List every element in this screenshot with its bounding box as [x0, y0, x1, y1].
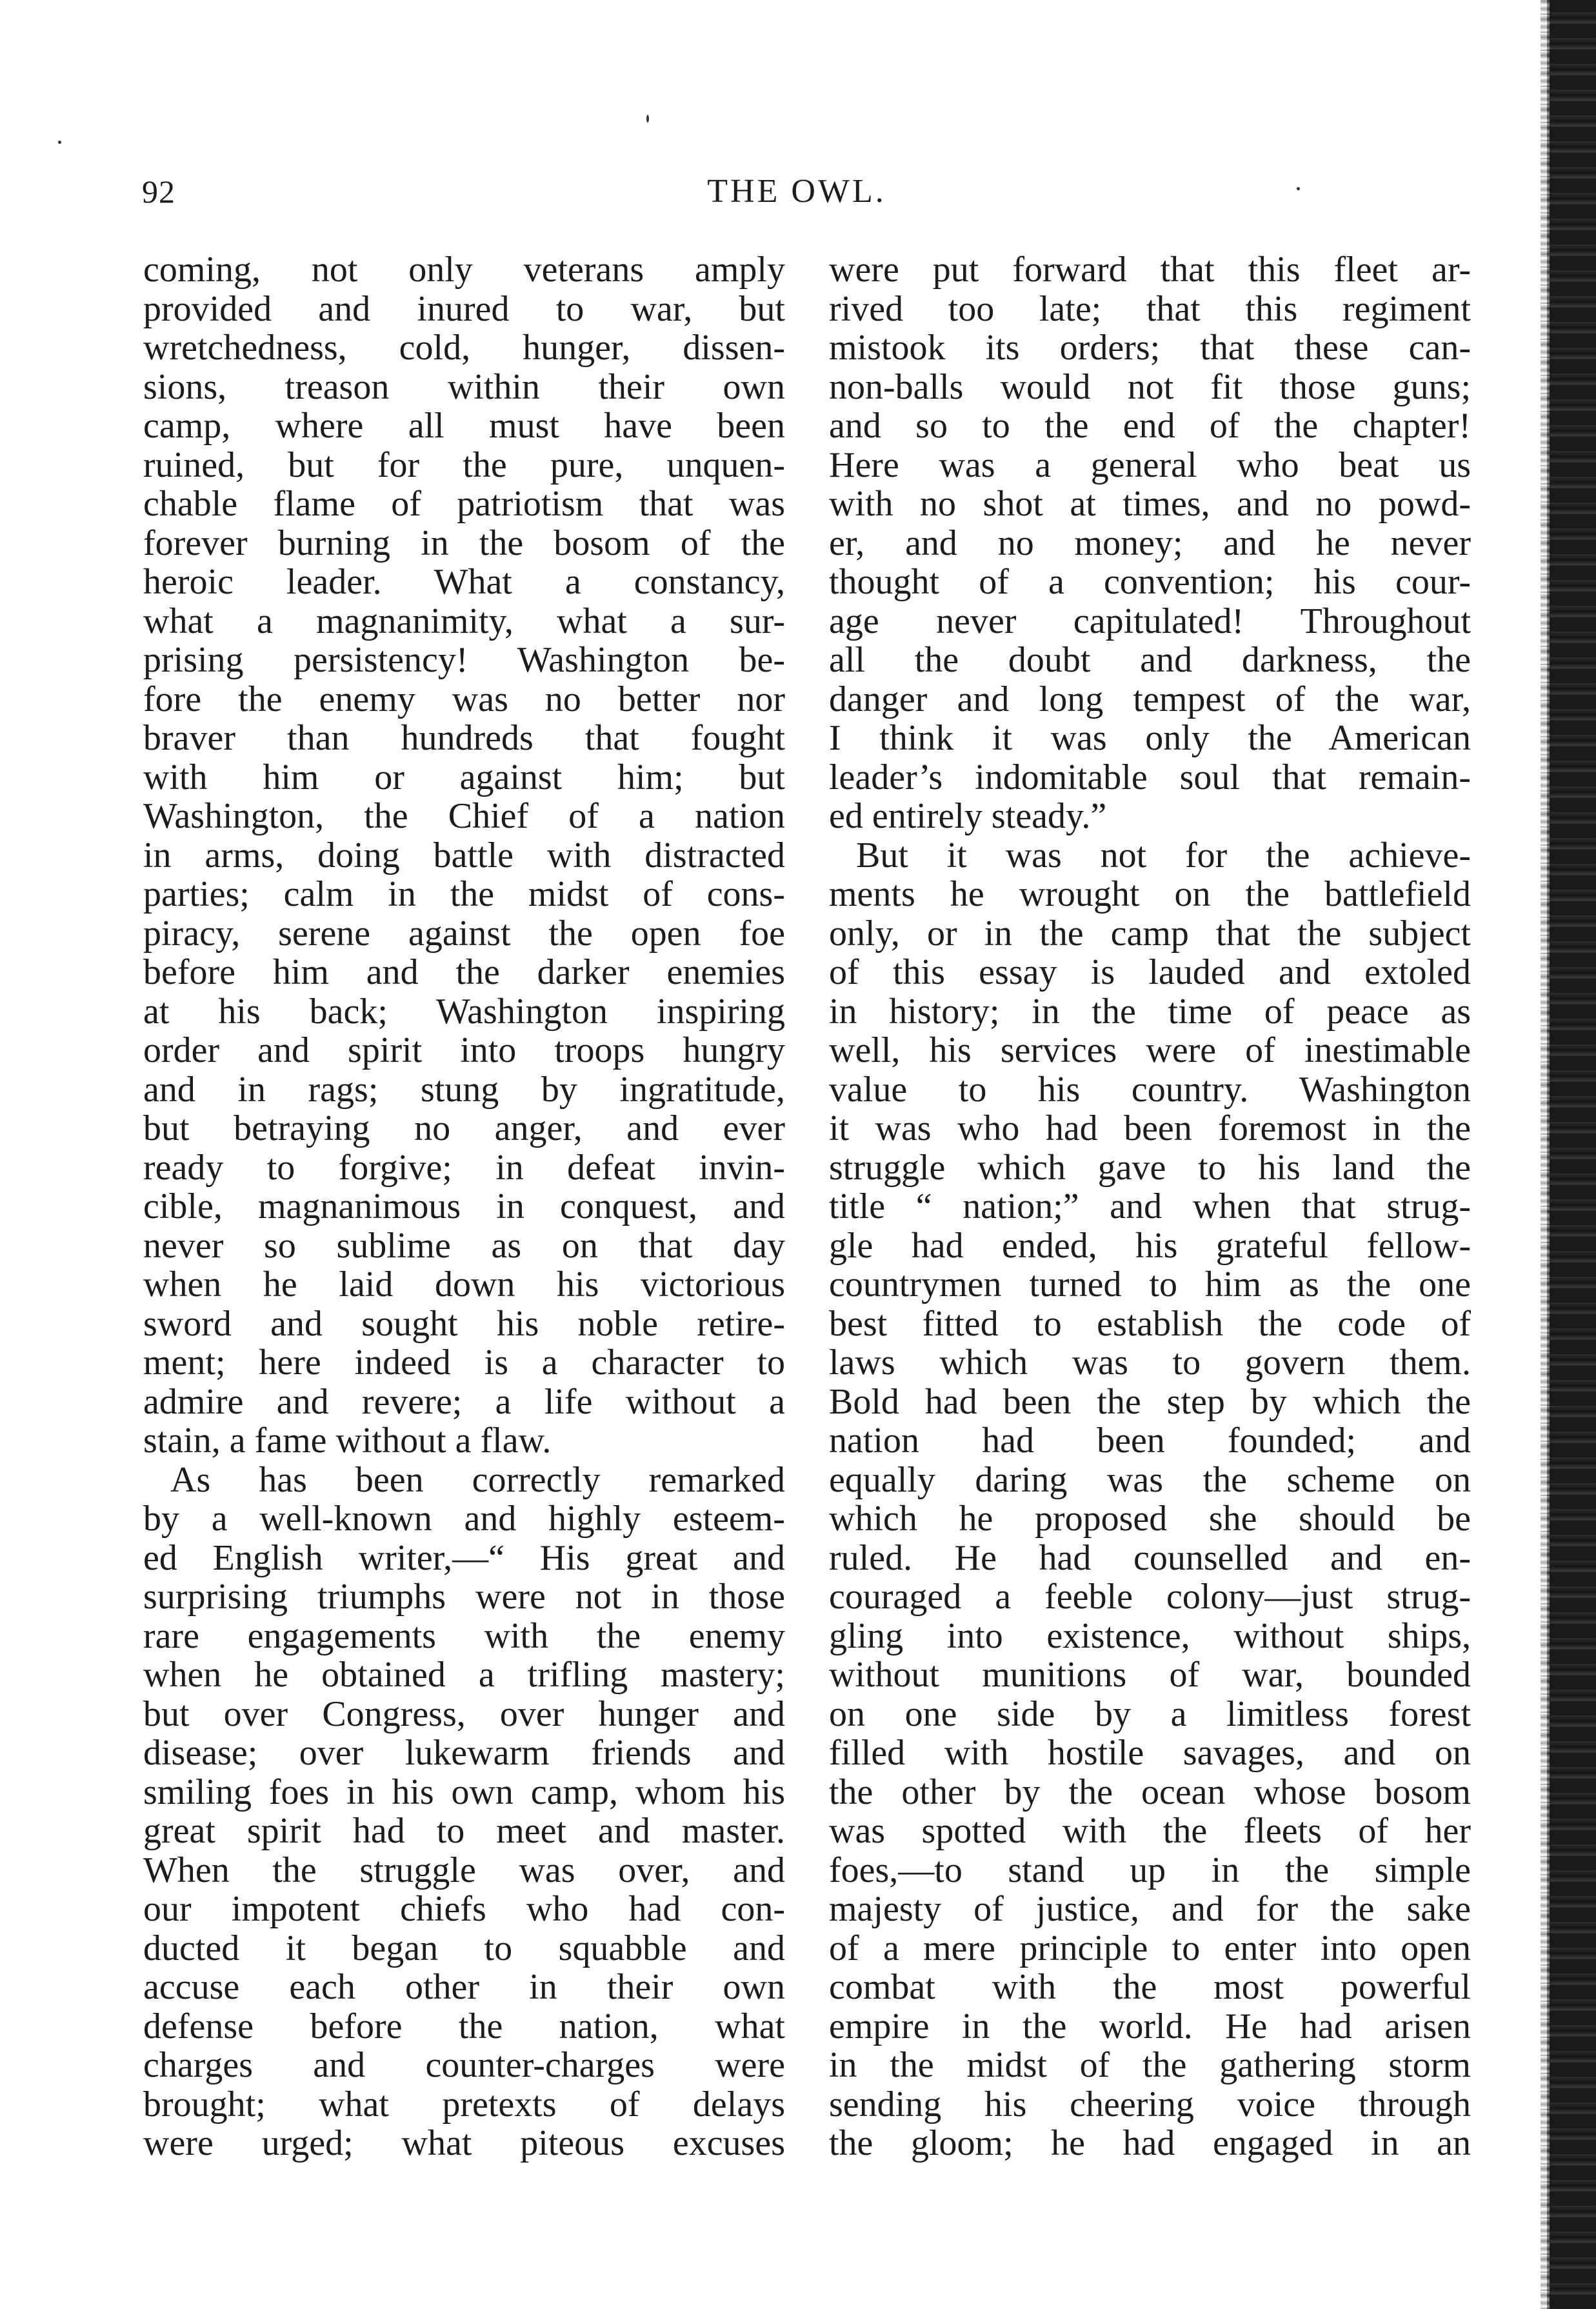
text-line: heroic leader. What a constancy,: [143, 563, 785, 602]
text-line: countrymen turned to him as the one: [829, 1265, 1471, 1304]
text-line: wretchedness, cold, hunger, dissen-: [143, 328, 785, 368]
text-line: accuse each other in their own: [143, 1968, 785, 2007]
text-line: were put forward that this fleet ar-: [829, 250, 1471, 290]
text-line: mistook its orders; that these can-: [829, 328, 1471, 368]
text-line: empire in the world. He had arisen: [829, 2006, 1471, 2046]
text-line: parties; calm in the midst of cons-: [143, 875, 785, 914]
text-line: sword and sought his noble retire-: [143, 1304, 785, 1343]
running-head: [142, 169, 1451, 214]
text-line: only, or in the camp that the subject: [829, 914, 1471, 953]
text-line: our impotent chiefs who had con-: [143, 1890, 785, 1929]
text-line: non-balls would not fit those guns;: [829, 367, 1471, 406]
right-text-column: [829, 250, 1471, 2163]
text-line: order and spirit into troops hungry: [143, 1031, 785, 1070]
left-text-column: [143, 250, 785, 2163]
text-line: couraged a feeble colony—just strug-: [829, 1577, 1471, 1617]
text-line: ed entirely steady.”: [829, 796, 1107, 836]
text-line: and in rags; stung by ingratitude,: [143, 1070, 785, 1109]
text-line: but betraying no anger, and ever: [143, 1109, 785, 1148]
text-line: When the struggle was over, and: [143, 1850, 785, 1890]
text-line: by a well-known and highly esteem-: [143, 1499, 785, 1539]
page-edge-shadow: [1547, 0, 1596, 2309]
text-line: danger and long tempest of the war,: [829, 679, 1471, 719]
text-line: sions, treason within their own: [143, 367, 785, 406]
text-line: ruled. He had counselled and en-: [829, 1538, 1471, 1577]
text-line: title “ nation;” and when that strug-: [829, 1187, 1471, 1226]
text-line: Washington, the Chief of a nation: [143, 797, 785, 836]
text-line: charges and counter-charges were: [143, 2046, 785, 2085]
text-line: it was who had been foremost in the: [829, 1109, 1471, 1148]
text-line: As has been correctly remarked: [170, 1460, 785, 1499]
text-line: well, his services were of inestimable: [829, 1031, 1471, 1070]
text-line: I think it was only the American: [829, 719, 1471, 758]
text-line: before him and the darker enemies: [143, 953, 785, 992]
text-line: foes,—to stand up in the simple: [829, 1850, 1471, 1890]
text-line: coming, not only veterans amply: [143, 250, 785, 290]
text-line: disease; over lukewarm friends and: [143, 1734, 785, 1773]
text-line: which he proposed she should be: [829, 1499, 1471, 1539]
text-line: on one side by a limitless forest: [829, 1694, 1471, 1734]
text-line: value to his country. Washington: [829, 1070, 1471, 1109]
text-line: sending his cheering voice through: [829, 2084, 1471, 2124]
text-line: ments he wrought on the battlefield: [829, 875, 1471, 914]
text-line: in history; in the time of peace as: [829, 992, 1471, 1031]
text-line: ruined, but for the pure, unquen-: [143, 445, 785, 485]
text-line: provided and inured to war, but: [143, 289, 785, 328]
text-line: Here was a general who beat us: [829, 445, 1471, 485]
text-line: brought; what pretexts of delays: [143, 2084, 785, 2124]
text-line: best fitted to establish the code of: [829, 1304, 1471, 1343]
text-line: struggle which gave to his land the: [829, 1148, 1471, 1187]
text-line: the other by the ocean whose bosom: [829, 1772, 1471, 1812]
text-line: ducted it began to squabble and: [143, 1928, 785, 1968]
text-line: er, and no money; and he never: [829, 523, 1471, 563]
text-line: gle had ended, his grateful fellow-: [829, 1226, 1471, 1265]
scan-speck: [58, 141, 61, 144]
text-line: defense before the nation, what: [143, 2006, 785, 2046]
text-line: great spirit had to meet and master.: [143, 1812, 785, 1851]
text-line: fore the enemy was no better nor: [143, 679, 785, 719]
text-line: gling into existence, without ships,: [829, 1616, 1471, 1655]
text-line: rived too late; that this regiment: [829, 289, 1471, 328]
scan-speck: [646, 115, 649, 123]
text-line: majesty of justice, and for the sake: [829, 1890, 1471, 1929]
text-line: combat with the most powerful: [829, 1968, 1471, 2007]
text-line: nation had been founded; and: [829, 1421, 1471, 1461]
text-line: smiling foes in his own camp, whom his: [143, 1772, 785, 1812]
text-line: age never capitulated! Throughout: [829, 601, 1471, 641]
text-line: what a magnanimity, what a sur-: [143, 601, 785, 641]
text-line: at his back; Washington inspiring: [143, 992, 785, 1031]
text-line: laws which was to govern them.: [829, 1343, 1471, 1383]
text-line: admire and revere; a life without a: [143, 1382, 785, 1421]
text-line: ready to forgive; in defeat invin-: [143, 1148, 785, 1187]
text-line: But it was not for the achieve-: [856, 835, 1471, 875]
text-line: and so to the end of the chapter!: [829, 406, 1471, 446]
text-line: cible, magnanimous in conquest, and: [143, 1187, 785, 1226]
text-line: when he laid down his victorious: [143, 1265, 785, 1304]
text-line: chable flame of patriotism that was: [143, 485, 785, 524]
text-line: braver than hundreds that fought: [143, 719, 785, 758]
text-line: leader’s indomitable soul that remain-: [829, 757, 1471, 797]
page-number: 92: [142, 174, 175, 210]
text-line: when he obtained a trifling mastery;: [143, 1655, 785, 1695]
text-line: forever burning in the bosom of the: [143, 523, 785, 563]
text-line: stain, a fame without a flaw.: [143, 1421, 552, 1461]
text-line: ed English writer,—“ His great and: [143, 1538, 785, 1577]
text-line: without munitions of war, bounded: [829, 1655, 1471, 1695]
journal-title: THE OWL.: [707, 173, 886, 210]
text-line: was spotted with the fleets of her: [829, 1812, 1471, 1851]
text-line: in arms, doing battle with distracted: [143, 835, 785, 875]
text-line: surprising triumphs were not in those: [143, 1577, 785, 1617]
text-line: never so sublime as on that day: [143, 1226, 785, 1265]
text-line: Bold had been the step by which the: [829, 1382, 1471, 1421]
text-line: rare engagements with the enemy: [143, 1616, 785, 1655]
text-line: filled with hostile savages, and on: [829, 1734, 1471, 1773]
text-line: with no shot at times, and no powd-: [829, 485, 1471, 524]
text-line: piracy, serene against the open foe: [143, 914, 785, 953]
text-line: ment; here indeed is a character to: [143, 1343, 785, 1383]
text-line: of this essay is lauded and extoled: [829, 953, 1471, 992]
text-line: were urged; what piteous excuses: [143, 2124, 785, 2163]
text-line: camp, where all must have been: [143, 406, 785, 446]
text-line: of a mere principle to enter into open: [829, 1928, 1471, 1968]
text-line: the gloom; he had engaged in an: [829, 2124, 1471, 2163]
text-line: in the midst of the gathering storm: [829, 2046, 1471, 2085]
text-line: prising persistency! Washington be-: [143, 641, 785, 680]
text-line: with him or against him; but: [143, 757, 785, 797]
text-line: all the doubt and darkness, the: [829, 641, 1471, 680]
text-line: thought of a convention; his cour-: [829, 563, 1471, 602]
text-line: equally daring was the scheme on: [829, 1460, 1471, 1499]
text-line: but over Congress, over hunger and: [143, 1694, 785, 1734]
